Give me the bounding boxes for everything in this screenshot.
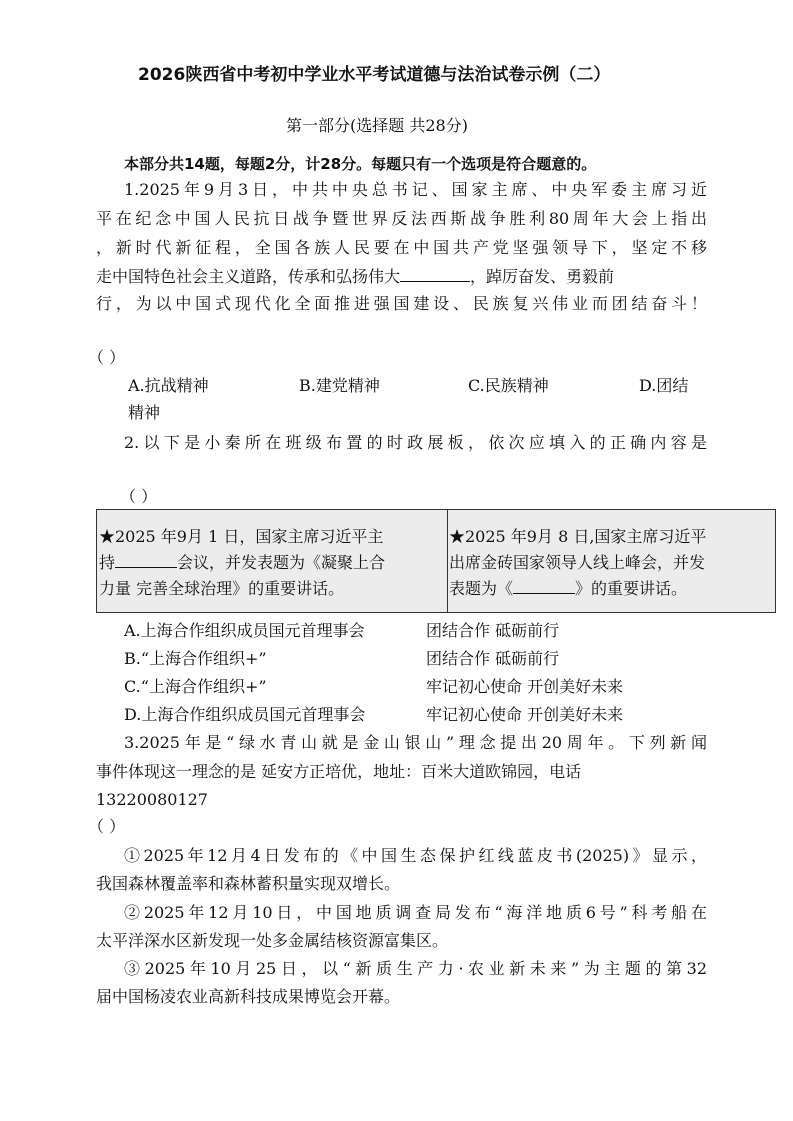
q2-option-d-right: 牢记初心使命 开创美好未来: [426, 705, 624, 724]
q2-option-b-left: B.“上海合作组织+”: [124, 649, 267, 668]
right-cell-text-a: 表题为《: [449, 579, 514, 598]
q2-option-a-right: 团结合作 砥砺前行: [426, 621, 560, 640]
table-right-cell: [449, 524, 706, 602]
q1-line-4-text: 走中国特色社会主义道路，传承和弘扬伟大: [96, 267, 401, 286]
right-cell-line-1: ★2025 年9月 8 日,国家主席习近平: [449, 527, 707, 546]
q1-line-4-tail: ，踔厉奋发、勇毅前: [470, 267, 615, 286]
q1-option-c: C.民族精神: [468, 376, 549, 395]
q3-line-3: 13220080127: [96, 790, 208, 809]
instruction-text: 本部分共14题，每题2分，计28分。每题只有一个选项是符合题意的。: [124, 155, 597, 173]
q1-option-a: A.抗战精神: [128, 376, 209, 395]
q3-line-2: 事件体现这一理念的是 延安方正培优，地址：百米大道欧锦园，电话: [96, 762, 582, 781]
q1-line-1: 1.2025年9月3日，中共中央总书记、国家主席、中央军委主席习近: [124, 180, 707, 199]
right-cell-line-2: 出席金砖国家领导人线上峰会，并发: [449, 553, 706, 572]
q1-answer-paren: （ ）: [88, 348, 126, 367]
left-cell-line-2: [99, 550, 385, 576]
q2-option-a-left: A.上海合作组织成员国元首理事会: [124, 621, 365, 640]
q3-item-3-line-1: ③2025年10月25日，以“新质生产力·农业新未来”为主题的第32: [124, 959, 707, 978]
q2-option-c-left: C.“上海合作组织+”: [124, 677, 267, 696]
q1-option-b: B.建党精神: [299, 376, 380, 395]
left-cell-text-b: 会议，并发表题为《凝聚上合: [177, 553, 386, 572]
left-cell-line-1: ★2025 年9月 1 日，国家主席习近平主: [99, 527, 384, 546]
q2-option-d-left: D.上海合作组织成员国元首理事会: [124, 705, 366, 724]
left-cell-line-3: 力量 完善全球治理》的重要讲话。: [99, 579, 345, 598]
q1-option-d: D.团结: [639, 376, 689, 395]
q2-answer-paren: （ ）: [120, 487, 158, 506]
table-left-cell: [99, 524, 385, 602]
q1-blank: [400, 265, 470, 282]
left-cell-blank: [115, 551, 177, 568]
q3-line-1: 3.2025年是“绿水青山就是金山银山”理念提出20周年。下列新闻: [124, 733, 707, 752]
q3-item-2-line-1: ②2025年12月10日，中国地质调查局发布“海洋地质6号”科考船在: [124, 903, 707, 922]
q3-item-2-line-2: 太平洋深水区新发现一处多金属结核资源富集区。: [96, 931, 449, 950]
q1-line-3: ，新时代新征程，全国各族人民要在中国共产党坚强领导下，坚定不移: [96, 238, 707, 257]
left-cell-text-a: 持: [99, 553, 116, 572]
q2-option-b-right: 团结合作 砥砺前行: [426, 649, 560, 668]
q1-option-d-wrap: 精神: [128, 403, 161, 422]
q3-item-1-line-1: ①2025年12月4日发布的《中国生态保护红线蓝皮书(2025)》显示，: [124, 846, 707, 865]
q1-line-2: 平在纪念中国人民抗日战争暨世界反法西斯战争胜利80周年大会上指出: [96, 209, 707, 228]
right-cell-line-3: [449, 576, 706, 602]
news-board-table: [96, 509, 776, 613]
q2-option-c-right: 牢记初心使命 开创美好未来: [426, 677, 624, 696]
section-heading: 第一部分(选择题 共28分): [286, 116, 468, 135]
q1-line-5: 行，为以中国式现代化全面推进强国建设、民族复兴伟业而团结奋斗！: [96, 294, 707, 313]
q3-answer-paren: （ ）: [88, 817, 126, 836]
q1-line-4: [96, 265, 707, 288]
q3-item-1-line-2: 我国森林覆盖率和森林蓄积量实现双增长。: [96, 874, 401, 893]
table-divider: [447, 510, 448, 612]
q2-stem: 2.以下是小秦所在班级布置的时政展板，依次应填入的正确内容是: [124, 433, 707, 452]
right-cell-blank: [513, 577, 575, 594]
right-cell-text-b: 》的重要讲话。: [575, 579, 688, 598]
q3-item-3-line-2: 届中国杨凌农业高新科技成果博览会开幕。: [96, 987, 401, 1006]
page-title: 2026陕西省中考初中学业水平考试道德与法治试卷示例（二）: [138, 65, 611, 85]
